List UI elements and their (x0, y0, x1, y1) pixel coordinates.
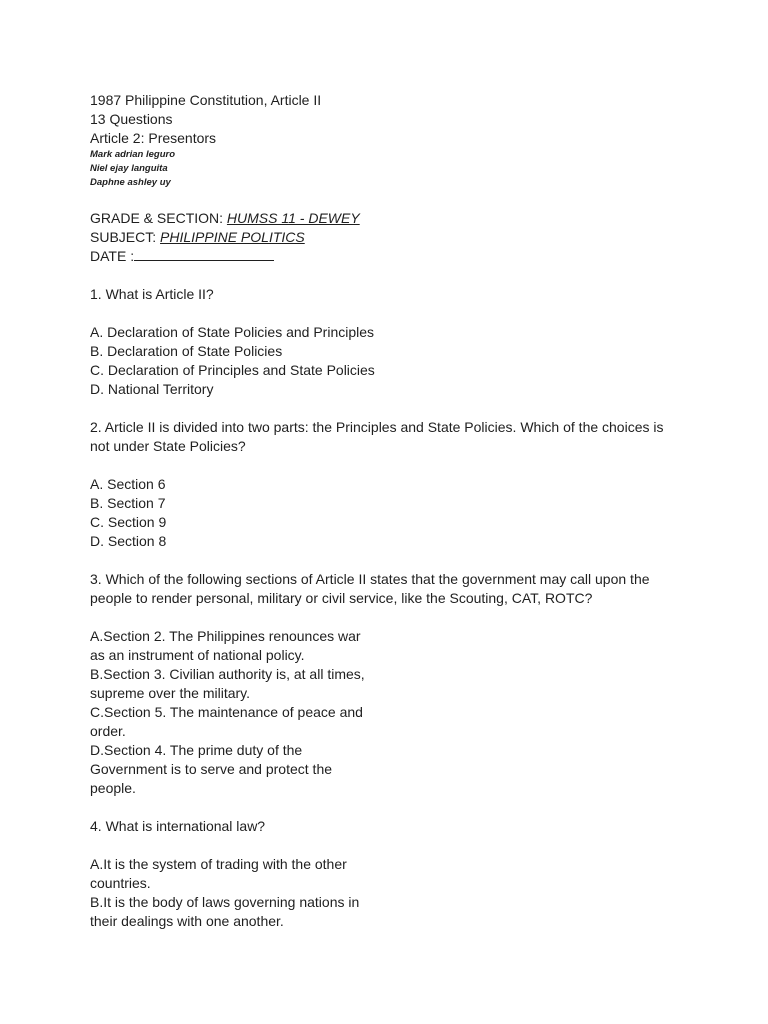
choice: C.Section 5. The maintenance of peace and order. (90, 704, 367, 739)
choice: D. National Territory (90, 381, 214, 397)
subject-value: PHILIPPINE POLITICS (160, 229, 305, 245)
choice: C. Section 9 (90, 514, 167, 530)
presentors-label: Article 2: Presentors (90, 130, 217, 146)
choice: A. Section 6 (90, 476, 166, 492)
date-label: DATE : (90, 248, 135, 264)
document-title: 1987 Philippine Constitution, Article II (90, 92, 322, 108)
question-1: 1. What is Article II? (90, 286, 214, 302)
choice: A.It is the system of trading with the other countries. (90, 856, 351, 891)
question-count: 13 Questions (90, 111, 173, 127)
choice: A.Section 2. The Philippines renounces war as an instrument of national policy. (90, 628, 365, 663)
question-2: 2. Article II is divided into two parts: the Principles and State Policies. Which of the choices is not under State Policies? (90, 419, 668, 454)
presentor-name: Daphne ashley uy (90, 177, 171, 188)
choice: D. Section 8 (90, 533, 167, 549)
choice: B.It is the body of laws governing nations in their dealings with one another. (90, 894, 364, 929)
subject-row (90, 228, 708, 247)
choice: B.Section 3. Civilian authority is, at all times, supreme over the military. (90, 666, 369, 701)
subject-label: SUBJECT: (90, 229, 161, 245)
grade-section-value: HUMSS 11 - DEWEY (226, 210, 360, 226)
choice: C. Declaration of Principles and State Policies (90, 362, 375, 378)
date-blank-line (134, 248, 274, 261)
presentor-name: Mark adrian leguro (90, 149, 175, 160)
presentor-name: Niel ejay languita (90, 163, 168, 174)
choice: A. Declaration of State Policies and Principles (90, 324, 375, 340)
choice: B. Section 7 (90, 495, 166, 511)
choice: B. Declaration of State Policies (90, 343, 283, 359)
date-row (90, 247, 708, 266)
grade-section-row (90, 209, 708, 228)
question-3: 3. Which of the following sections of Article II states that the government may call upon the people to render personal, military or civil service, like the Scouting, CAT, ROTC? (90, 571, 654, 606)
question-4: 4. What is international law? (90, 818, 266, 834)
choice: D.Section 4. The prime duty of the Government is to serve and protect the people. (90, 742, 336, 796)
grade-section-label: GRADE & SECTION: (90, 210, 227, 226)
